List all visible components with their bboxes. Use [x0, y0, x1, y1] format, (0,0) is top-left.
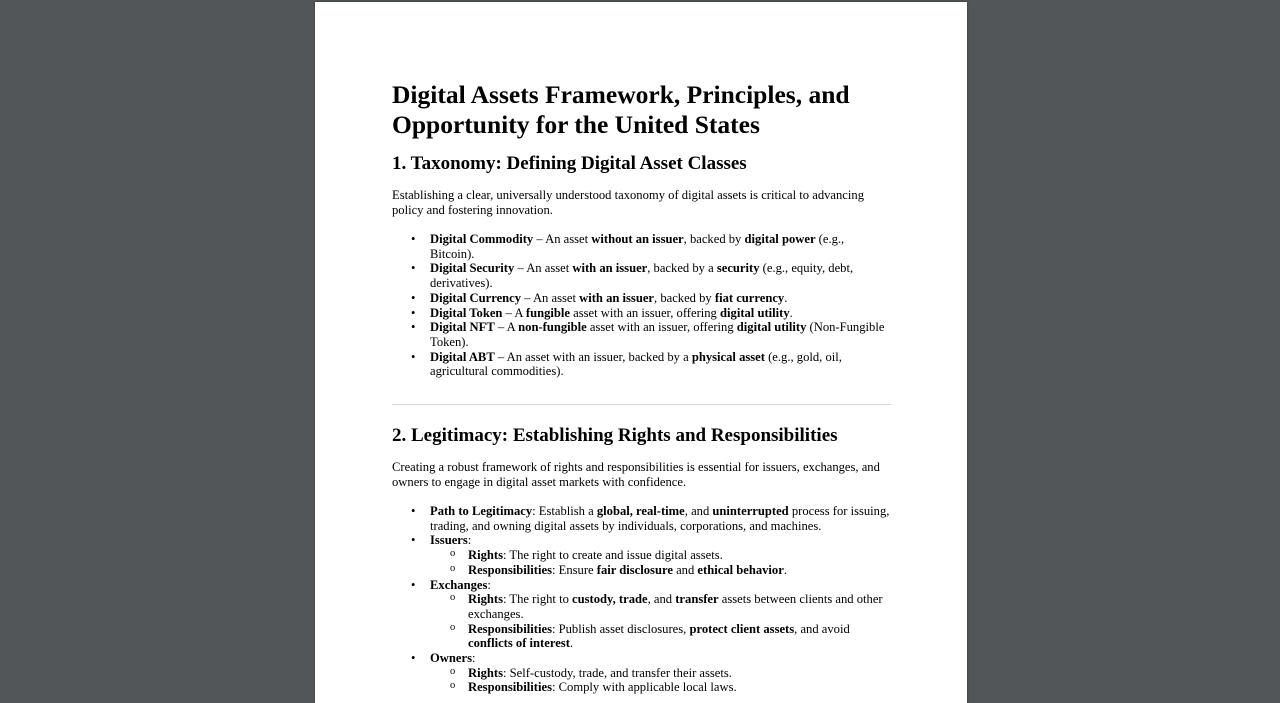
exchanges-sublist — [430, 592, 891, 651]
section-1-intro: Establishing a clear, universally understood taxonomy of digital assets is critical to advancing policy and fostering innovation. — [392, 188, 864, 217]
list-item-exchanges: • Exchanges: o Rights: The right to custody, trade, and transfer assets between clients and other exchanges. o Responsibilities: Publish asset disclosures, protect client assets, and avoid conflicts of interest. — [430, 578, 891, 652]
list-item: • Digital Security – An asset with an issuer, backed by a security (e.g., equity, debt, derivatives). — [430, 261, 891, 290]
list-item: • Digital ABT – An asset with an issuer, backed by a physical asset (e.g., gold, oil, agricultural commodities). — [430, 350, 891, 379]
section-1-heading: 1. Taxonomy: Defining Digital Asset Classes — [392, 153, 747, 174]
list-item-issuers: • Issuers: o Rights: The right to create and issue digital assets. o Responsibilities: Ensure fair disclosure and ethical behavior. — [430, 533, 891, 577]
page-content — [392, 80, 891, 695]
taxonomy-list — [392, 232, 891, 379]
list-item: • Digital Token – A fungible asset with an issuer, offering digital utility. — [430, 306, 891, 321]
section-2-intro: Creating a robust framework of rights and responsibilities is essential for issuers, exchanges, and owners to engage in digital asset markets with confidence. — [392, 460, 880, 490]
list-item: • Digital Currency – An asset with an issuer, backed by fiat currency. — [430, 291, 891, 306]
document-title: Digital Assets Framework, Principles, and Opportunity for the United States — [392, 80, 850, 139]
sublist-item: o Rights: Self-custody, trade, and transfer their assets. — [468, 666, 891, 681]
sublist-item: o Responsibilities: Comply with applicable local laws. — [468, 680, 891, 695]
owners-sublist — [430, 666, 891, 695]
list-item-owners: • Owners: o Rights: Self-custody, trade, and transfer their assets. o Responsibilities: Comply with applicable local laws. — [430, 651, 891, 695]
sublist-item: o Responsibilities: Ensure fair disclosure and ethical behavior. — [468, 563, 891, 578]
legitimacy-list — [392, 504, 891, 695]
sublist-item: o Rights: The right to create and issue digital assets. — [468, 548, 891, 563]
list-item: • Digital Commodity – An asset without an issuer, backed by digital power (e.g., Bitcoin). — [430, 232, 891, 261]
sublist-item: o Responsibilities: Publish asset disclosures, protect client assets, and avoid conflicts of interest. — [468, 622, 891, 651]
document-page — [315, 2, 967, 703]
issuers-sublist — [430, 548, 891, 577]
list-item-path: • Path to Legitimacy: Establish a global, real-time, and uninterrupted process for issuing, trading, and owning digital assets by individuals, corporations, and machines. — [430, 504, 891, 533]
list-item: • Digital NFT – A non-fungible asset with an issuer, offering digital utility (Non-Fungible Token). — [430, 320, 891, 349]
sublist-item: o Rights: The right to custody, trade, and transfer assets between clients and other exchanges. — [468, 592, 891, 621]
section-2-heading: 2. Legitimacy: Establishing Rights and Responsibilities — [392, 425, 838, 447]
section-divider — [392, 404, 891, 405]
